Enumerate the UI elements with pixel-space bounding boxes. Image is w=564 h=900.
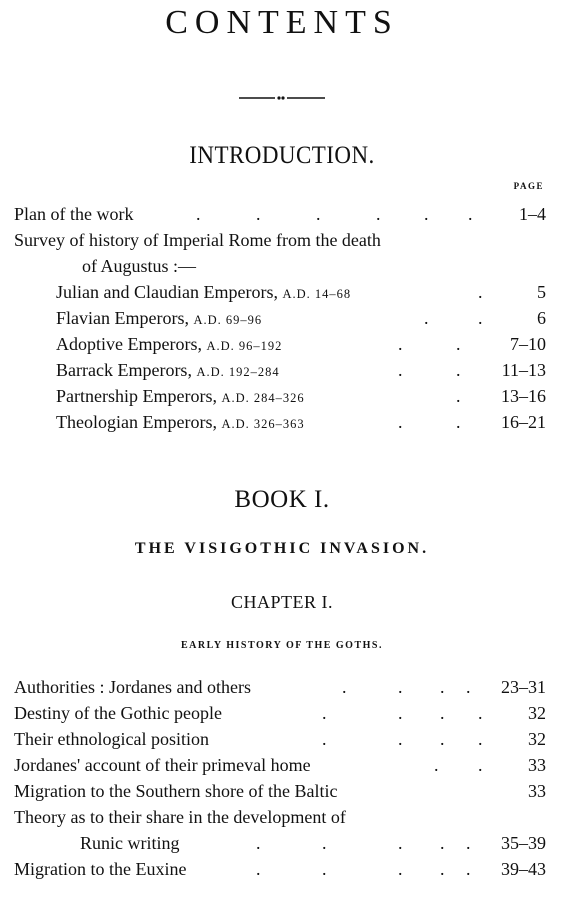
- toc-entry-text: [56, 357, 280, 385]
- toc-entry-text: Destiny of the Gothic people: [14, 703, 222, 723]
- page-column-label: PAGE: [513, 181, 544, 191]
- toc-entry-pages: 7–10: [510, 334, 546, 354]
- toc-entry-pages: 39–43: [501, 859, 546, 879]
- toc-row: Barrack Emperors, A.D. 192–284 . . 11–13: [0, 357, 564, 383]
- toc-row: Authorities : Jordanes and others . . . . 23–31: [0, 674, 564, 700]
- toc-row: Julian and Claudian Emperors, A.D. 14–68 . 5: [0, 279, 564, 305]
- toc-entry-text: Survey of history of Imperial Rome from the death: [14, 230, 381, 250]
- toc-entry-text: [56, 331, 282, 359]
- toc-entry-pages: 32: [528, 729, 546, 749]
- toc-entry-text: Theory as to their share in the development of: [14, 807, 346, 827]
- toc-entry-pages: 5: [537, 282, 546, 302]
- toc-entry-text: Runic writing: [80, 833, 180, 853]
- toc-entry-pages: 1–4: [519, 204, 546, 224]
- toc-entry-pages: 33: [528, 755, 546, 775]
- toc-row: Flavian Emperors, A.D. 69–96 . . 6: [0, 305, 564, 331]
- toc-row: [0, 804, 564, 830]
- toc-row: Jordanes' account of their primeval home . . 33: [0, 752, 564, 778]
- toc-entry-text: Their ethnological position: [14, 729, 209, 749]
- toc-entry-pages: 33: [528, 781, 546, 801]
- toc-row: Plan of the work . . . . . . 1–4: [0, 201, 564, 227]
- toc-entry-text: Jordanes' account of their primeval home: [14, 755, 311, 775]
- toc-entry-pages: 16–21: [501, 412, 546, 432]
- toc-entry-text: [56, 409, 305, 437]
- ornament-divider: [0, 90, 564, 100]
- section-heading: THE VISIGOTHIC INVASION.: [134, 540, 430, 557]
- toc-entry-text: [56, 279, 351, 307]
- emperor-group-name: Julian and Claudian Emperors,: [56, 282, 278, 302]
- chapter-heading: CHAPTER I.: [230, 592, 333, 612]
- toc-entry-text: [56, 305, 262, 333]
- page-title: CONTENTS: [165, 4, 399, 41]
- emperor-group-name: Barrack Emperors,: [56, 360, 192, 380]
- toc-row: Runic writing . . . . . 35–39: [0, 830, 564, 856]
- toc-entry-text: Migration to the Southern shore of the Baltic: [14, 781, 338, 801]
- toc-entry-text: Migration to the Euxine: [14, 859, 187, 879]
- toc-entry-pages: 6: [537, 308, 546, 328]
- toc-row: [0, 227, 564, 253]
- emperor-group-name: Flavian Emperors,: [56, 308, 189, 328]
- toc-row: [0, 253, 564, 279]
- emperor-group-name: Theologian Emperors,: [56, 412, 217, 432]
- toc-row: [0, 778, 564, 804]
- toc-row: Their ethnological position . . . . 32: [0, 726, 564, 752]
- toc-entry-text: Plan of the work: [14, 204, 134, 224]
- date-range: A.D. 192–284: [196, 365, 280, 379]
- toc-entry-pages: 11–13: [501, 360, 546, 380]
- date-range: A.D. 326–363: [221, 417, 305, 431]
- toc-row: Adoptive Emperors, A.D. 96–192 . . 7–10: [0, 331, 564, 357]
- toc-entry-pages: 35–39: [501, 833, 546, 853]
- toc-entry-text: of Augustus :—: [82, 256, 197, 276]
- toc-row: Theologian Emperors, A.D. 326–363 . . 16–21: [0, 409, 564, 435]
- introduction-list: [0, 201, 564, 435]
- rule-ornament-icon: [237, 93, 327, 103]
- toc-row: Migration to the Euxine . . . . . 39–43: [0, 856, 564, 882]
- date-range: A.D. 96–192: [206, 339, 283, 353]
- date-range: A.D. 69–96: [193, 313, 263, 327]
- date-range: A.D. 284–326: [221, 391, 305, 405]
- introduction-heading: INTRODUCTION.: [189, 142, 375, 169]
- emperor-group-name: Adoptive Emperors,: [56, 334, 202, 354]
- toc-entry-text: [56, 383, 305, 411]
- chapter-list: [0, 674, 564, 882]
- toc-entry-pages: 32: [528, 703, 546, 723]
- toc-entry-pages: 13–16: [501, 386, 546, 406]
- book-heading: BOOK I.: [234, 486, 330, 513]
- toc-entry-pages: 23–31: [501, 677, 546, 697]
- chapter-subtitle: EARLY HISTORY OF THE GOTHS.: [181, 640, 383, 651]
- date-range: A.D. 14–68: [282, 287, 352, 301]
- toc-row: Partnership Emperors, A.D. 284–326 . 13–16: [0, 383, 564, 409]
- toc-entry-text: Authorities : Jordanes and others: [14, 677, 251, 697]
- toc-row: Destiny of the Gothic people . . . . 32: [0, 700, 564, 726]
- emperor-group-name: Partnership Emperors,: [56, 386, 217, 406]
